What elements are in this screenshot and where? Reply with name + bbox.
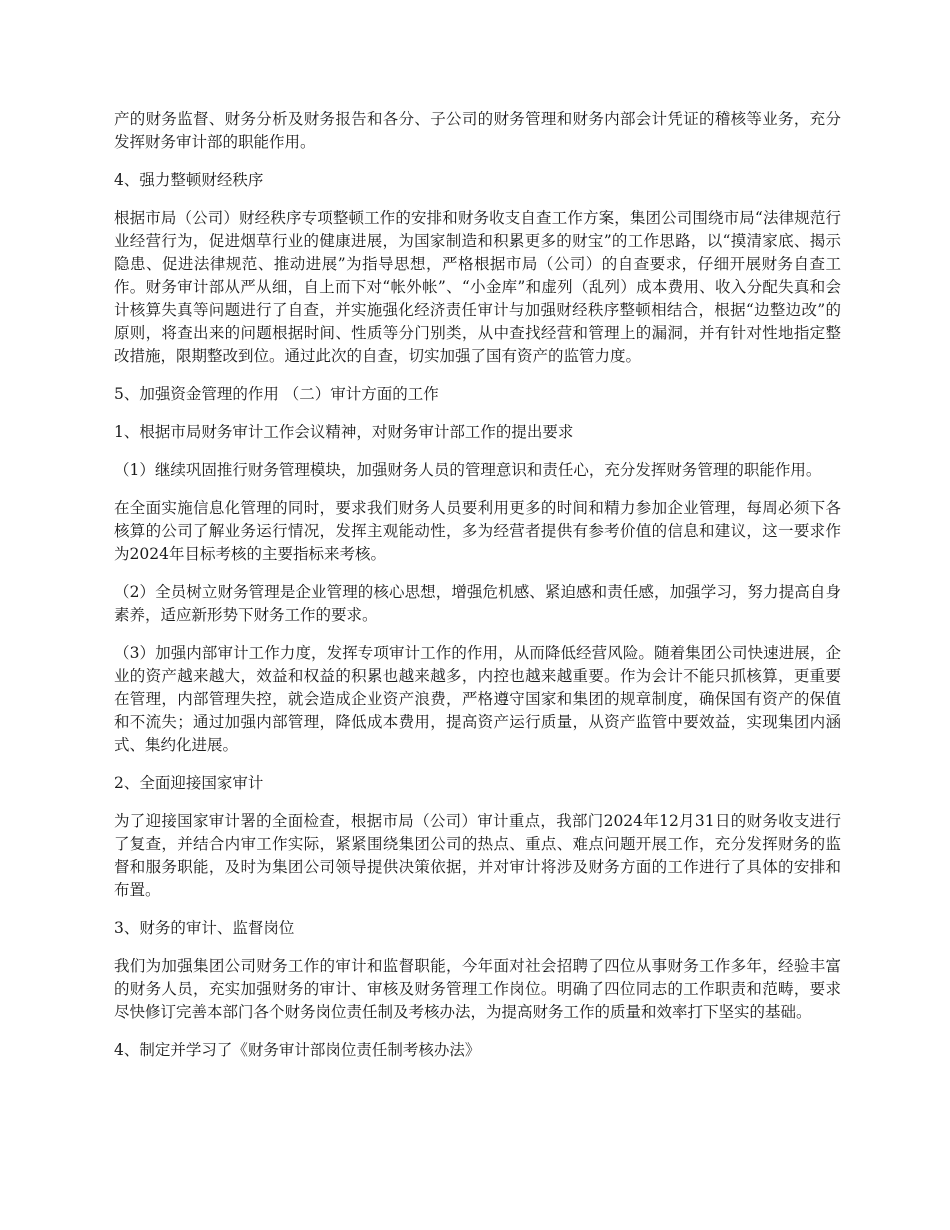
paragraph-national-audit: 为了迎接国家审计署的全面检查，根据市局（公司）审计重点，我部门2024年12月31日的财务收支进行了复查，并结合内审工作实际，紧紧围绕集团公司的热点、重点、难点问题开展工作，充分发挥财务的监督和服务职能，及时为集团公司领导提供决策依据，并对审计将涉及财务方面的工作进行了具体的安排和布置。: [114, 812, 841, 899]
paragraph-item-1: （1）继续巩固推行财务管理模块，加强财务人员的管理意识和责任心，充分发挥财务管理的职能作用。: [114, 461, 822, 479]
document-page: [114, 108, 841, 1077]
paragraph-item-2: （2）全员树立财务管理是企业管理的核心思想，增强危机感、紧迫感和责任感，加强学习，努力提高自身素养，适应新形势下财务工作的要求。: [114, 583, 841, 624]
paragraph-item-3: （3）加强内部审计工作力度，发挥专项审计工作的作用，从而降低经营风险。随着集团公司快速进展，企业的资产越来越大，效益和权益的积累也越来越多，内控也越来越重要。作为会计不能只抓核算，更重要在管理，内部管理失控，就会造成企业资产浪费，严格遵守国家和集团的规章制度，确保国有资产的保值和不流失；通过加强内部管理，降低成本费用，提高资产运行质量，从资产监管中要效益，实现集团内涵式、集约化进展。: [114, 644, 841, 754]
heading-5-fund-management: 5、加强资金管理的作用 （二）审计方面的工作: [114, 385, 439, 403]
paragraph-recruitment: 我们为加强集团公司财务工作的审计和监督职能，今年面对社会招聘了四位从事财务工作多年，经验丰富的财务人员，充实加强财务的审计、审核及财务管理工作岗位。明确了四位同志的工作职责和范畴，要求尽快修订完善本部门各个财务岗位责任制及考核办法，为提高财务工作的质量和效率打下坚实的基础。: [114, 957, 841, 1021]
heading-2-national-audit: 2、全面迎接国家审计: [114, 774, 264, 792]
paragraph-continuation: 产的财务监督、财务分析及财务报告和各分、子公司的财务管理和财务内部会计凭证的稽核等业务，充分发挥财务审计部的职能作用。: [114, 110, 841, 151]
heading-4-rectify-order: 4、强力整顿财经秩序: [114, 171, 264, 189]
heading-4-assessment-method: 4、制定并学习了《财务审计部岗位责任制考核办法》: [114, 1041, 481, 1059]
paragraph-self-inspection: 根据市局（公司）财经秩序专项整顿工作的安排和财务收支自查工作方案，集团公司围绕市局“法律规范行业经营行为，促进烟草行业的健康进展，为国家制造和积累更多的财宝”的工作思路，以“摸清家底、揭示隐患、促进法律规范、推动进展”为指导思想，严格根据市局（公司）的自查要求，仔细开展财务自查工作。财务审计部从严从细，自上而下对“帐外帐”、“小金库”和虚列（乱列）成本费用、收入分配失真和会计核算失真等问题进行了自查，并实施强化经济责任审计与加强财经秩序整顿相结合，根据“边整边改”的原则，将查出来的问题根据时间、性质等分门别类，从中查找经营和管理上的漏洞，并有针对性地指定整改措施，限期整改到位。通过此次的自查，切实加强了国有资产的监管力度。: [114, 209, 841, 365]
paragraph-informatization: 在全面实施信息化管理的同时，要求我们财务人员要利用更多的时间和精力参加企业管理，每周必须下各核算的公司了解业务运行情况，发挥主观能动性，多为经营者提供有参考价值的信息和建议，这一要求作为2024年目标考核的主要指标来考核。: [114, 499, 841, 563]
heading-1-audit-requirements: 1、根据市局财务审计工作会议精神，对财务审计部工作的提出要求: [114, 423, 574, 441]
heading-3-audit-positions: 3、财务的审计、监督岗位: [114, 919, 295, 937]
